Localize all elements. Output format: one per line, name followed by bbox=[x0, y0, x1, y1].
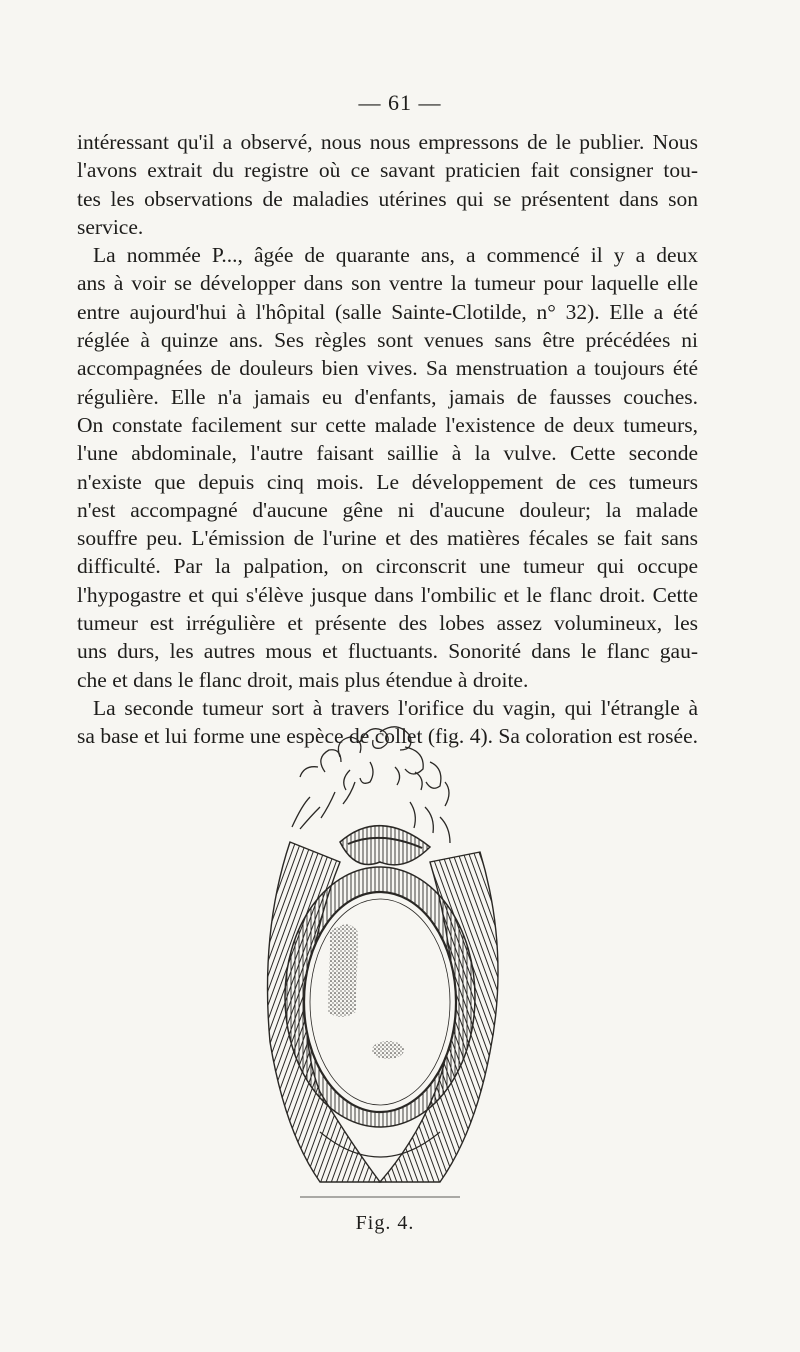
page-number: — 61 — bbox=[358, 90, 442, 115]
text-line: La seconde tumeur sort à travers l'orifice du vagin, qui l'étrangle à bbox=[93, 695, 698, 720]
anatomical-engraving bbox=[230, 712, 530, 1212]
text-line: tumeur est irrégulière et présente des lobes assez volumineux, les bbox=[77, 611, 698, 636]
text-line: uns durs, les autres mous et fluctuants. Sonorité dans le flanc gau- bbox=[77, 639, 698, 664]
figure-caption: Fig. 4. bbox=[355, 1212, 415, 1234]
text-line: service. bbox=[77, 214, 144, 239]
text-line: difficulté. Par la palpation, on circonscrit une tumeur qui occupe bbox=[77, 554, 698, 579]
text-line: n'est accompagné d'aucune gêne ni d'aucune douleur; la malade bbox=[77, 497, 698, 522]
paragraph bbox=[77, 241, 698, 694]
text-line: régulière. Elle n'a jamais eu d'enfants, jamais de fausses couches. bbox=[77, 384, 698, 409]
engraving-illustration bbox=[230, 712, 530, 1212]
text-line: souffre peu. L'émission de l'urine et des matières fécales se fait sans bbox=[77, 526, 698, 551]
text-line: ans à voir se développer dans son ventre la tumeur pour laquelle elle bbox=[77, 271, 698, 296]
body-text bbox=[77, 128, 698, 751]
text-line: l'hypogastre et qui s'élève jusque dans l'ombilic et le flanc droit. Cette bbox=[77, 582, 698, 607]
paragraph bbox=[77, 128, 698, 241]
stipple-spot bbox=[372, 1041, 404, 1059]
tumour bbox=[304, 892, 456, 1112]
text-line: La nommée P..., âgée de quarante ans, a commencé il y a deux bbox=[93, 243, 698, 268]
text-line: intéressant qu'il a observé, nous nous empressons de le publier. Nous bbox=[77, 130, 698, 154]
stipple-mark bbox=[328, 925, 358, 1018]
hair-curls bbox=[292, 727, 450, 843]
text-line: sa base et lui forme une espèce de collet (fig. 4). Sa coloration est rosée. bbox=[77, 724, 698, 749]
text-line: l'avons extrait du registre où ce savant praticien fait consigner tou- bbox=[77, 158, 698, 183]
text-line: On constate facilement sur cette malade l'existence de deux tumeurs, bbox=[77, 412, 698, 437]
text-line: che et dans le flanc droit, mais plus étendue à droite. bbox=[77, 667, 529, 692]
text-line: réglée à quinze ans. Ses règles sont venues sans être précédées ni bbox=[77, 328, 698, 353]
text-line: entre aujourd'hui à l'hôpital (salle Sainte-Clotilde, n° 32). Elle a été bbox=[77, 299, 698, 324]
text-line: n'existe que depuis cinq mois. Le développement de ces tumeurs bbox=[77, 469, 698, 494]
text-line: tes les observations de maladies utérines qui se présentent dans son bbox=[77, 186, 698, 211]
text-line: l'une abdominale, l'autre faisant saillie à la vulve. Cette seconde bbox=[77, 441, 698, 466]
text-line: accompagnées de douleurs bien vives. Sa menstruation a toujours été bbox=[77, 356, 698, 381]
